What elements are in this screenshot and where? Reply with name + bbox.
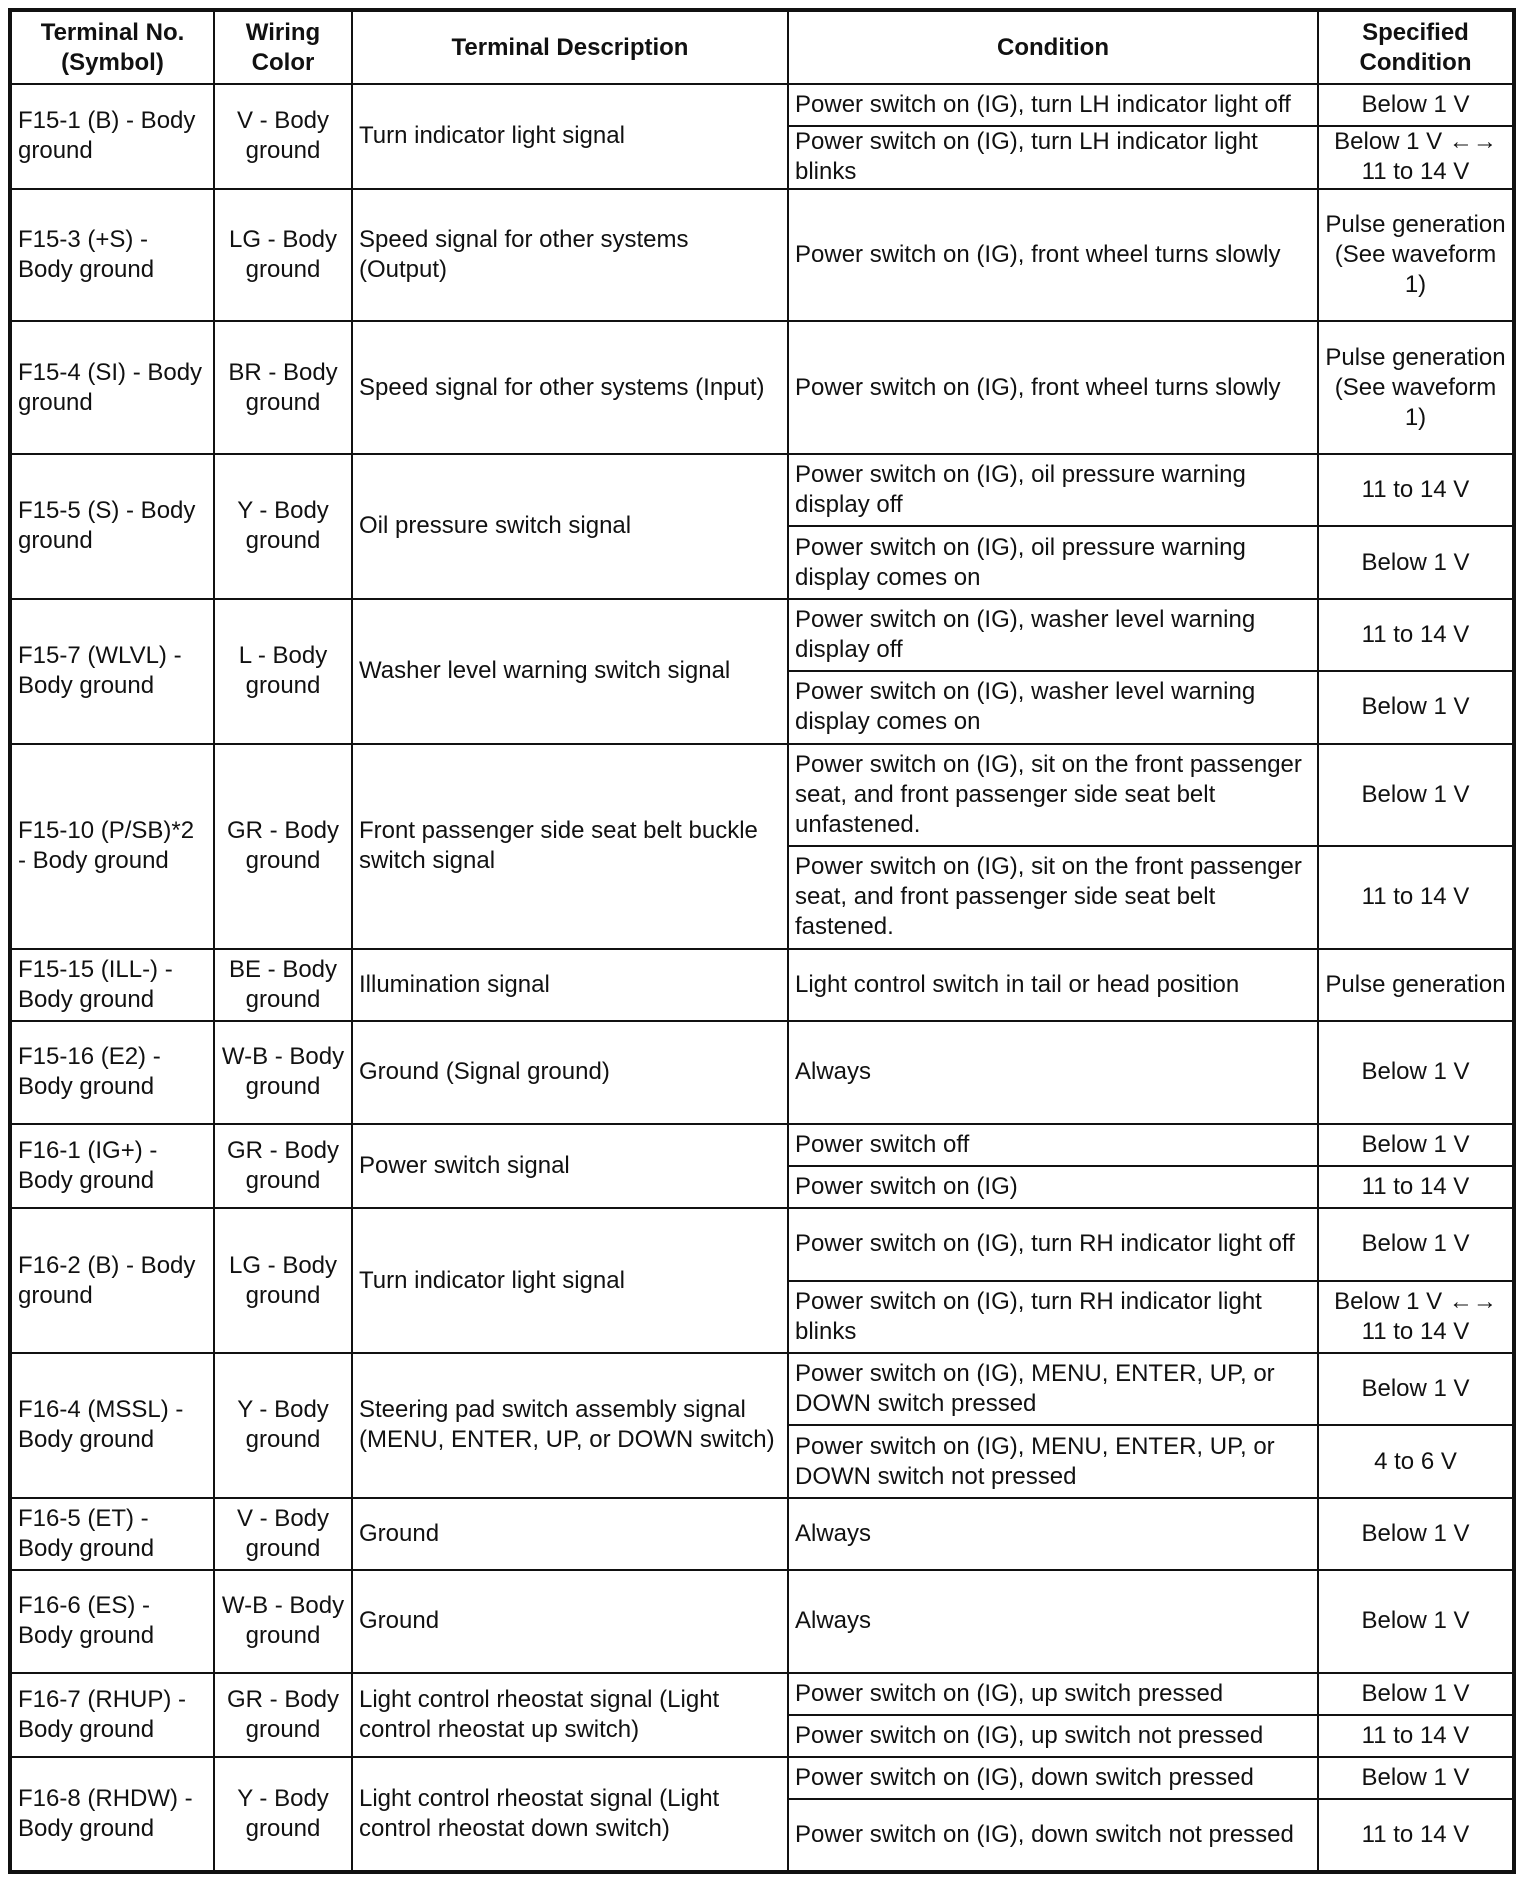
condition-cell: Power switch on (IG), MENU, ENTER, UP, or DOWN switch not pressed: [788, 1425, 1318, 1497]
condition-cell: Power switch on (IG), turn LH indicator light blinks: [788, 126, 1318, 188]
table-row: [10, 949, 1514, 1021]
wiring-cell: GR - Body ground: [214, 1124, 352, 1208]
condition-cell: Power switch on (IG), up switch not pressed: [788, 1715, 1318, 1757]
wiring-cell: W-B - Body ground: [214, 1570, 352, 1673]
wiring-cell: LG - Body ground: [214, 1208, 352, 1353]
wiring-cell: V - Body ground: [214, 84, 352, 189]
header-row: [10, 10, 1514, 84]
description-cell: Turn indicator light signal: [352, 84, 788, 189]
wiring-cell: GR - Body ground: [214, 744, 352, 949]
terminal-cell: F16-1 (IG+) - Body ground: [10, 1124, 214, 1208]
description-cell: Light control rheostat signal (Light control rheostat down switch): [352, 1757, 788, 1872]
table-row: [10, 454, 1514, 526]
table-body: [10, 84, 1514, 1872]
spec-cell: 11 to 14 V: [1318, 1715, 1514, 1757]
table-row: [10, 321, 1514, 454]
table-row: [10, 599, 1514, 671]
wiring-cell: GR - Body ground: [214, 1673, 352, 1757]
condition-cell: Power switch on (IG), turn RH indicator light off: [788, 1208, 1318, 1280]
description-cell: Ground (Signal ground): [352, 1021, 788, 1124]
condition-cell: Power switch on (IG), front wheel turns slowly: [788, 321, 1318, 454]
header-terminal: Terminal No. (Symbol): [10, 10, 214, 84]
header-specified: Specified Condition: [1318, 10, 1514, 84]
condition-cell: Always: [788, 1498, 1318, 1570]
description-cell: Oil pressure switch signal: [352, 454, 788, 599]
spec-cell: Below 1 V: [1318, 1673, 1514, 1715]
description-cell: Washer level warning switch signal: [352, 599, 788, 744]
terminal-cell: F15-15 (ILL-) - Body ground: [10, 949, 214, 1021]
terminal-cell: F15-7 (WLVL) - Body ground: [10, 599, 214, 744]
condition-cell: Power switch on (IG), sit on the front passenger seat, and front passenger side seat belt unfastened.: [788, 744, 1318, 847]
spec-cell: Below 1 V: [1318, 84, 1514, 126]
description-cell: Light control rheostat signal (Light control rheostat up switch): [352, 1673, 788, 1757]
terminal-cell: F15-4 (SI) - Body ground: [10, 321, 214, 454]
condition-cell: Power switch on (IG), up switch pressed: [788, 1673, 1318, 1715]
spec-cell: Below 1 V: [1318, 1124, 1514, 1166]
wiring-cell: L - Body ground: [214, 599, 352, 744]
terminal-cell: F16-6 (ES) - Body ground: [10, 1570, 214, 1673]
condition-cell: Power switch on (IG), front wheel turns slowly: [788, 189, 1318, 322]
condition-cell: Power switch on (IG), oil pressure warning display comes on: [788, 526, 1318, 598]
description-cell: Illumination signal: [352, 949, 788, 1021]
condition-cell: Power switch on (IG), sit on the front passenger seat, and front passenger side seat belt fastened.: [788, 846, 1318, 949]
table-row: [10, 1757, 1514, 1799]
spec-cell: Below 1 V: [1318, 1757, 1514, 1799]
table-row: [10, 1498, 1514, 1570]
spec-cell: Below 1 V: [1318, 1570, 1514, 1673]
spec-cell: 11 to 14 V: [1318, 454, 1514, 526]
condition-cell: Power switch off: [788, 1124, 1318, 1166]
table-row: [10, 189, 1514, 322]
condition-cell: Power switch on (IG), oil pressure warning display off: [788, 454, 1318, 526]
spec-cell: Below 1 V ←→ 11 to 14 V: [1318, 126, 1514, 188]
condition-cell: Power switch on (IG), down switch pressed: [788, 1757, 1318, 1799]
wiring-cell: Y - Body ground: [214, 454, 352, 599]
table-row: [10, 1124, 1514, 1166]
condition-cell: Power switch on (IG), turn RH indicator light blinks: [788, 1281, 1318, 1353]
terminal-cell: F15-5 (S) - Body ground: [10, 454, 214, 599]
spec-cell: Pulse generation (See waveform 1): [1318, 321, 1514, 454]
condition-cell: Light control switch in tail or head position: [788, 949, 1318, 1021]
table-row: [10, 1353, 1514, 1425]
description-cell: Turn indicator light signal: [352, 1208, 788, 1353]
condition-cell: Power switch on (IG), washer level warning display off: [788, 599, 1318, 671]
condition-cell: Always: [788, 1570, 1318, 1673]
spec-cell: Pulse generation (See waveform 1): [1318, 189, 1514, 322]
table-row: [10, 1208, 1514, 1280]
spec-cell: Below 1 V: [1318, 1498, 1514, 1570]
spec-cell: Pulse generation: [1318, 949, 1514, 1021]
wiring-cell: LG - Body ground: [214, 189, 352, 322]
wiring-cell: Y - Body ground: [214, 1353, 352, 1498]
description-cell: Speed signal for other systems (Output): [352, 189, 788, 322]
table-row: [10, 1570, 1514, 1673]
wiring-cell: V - Body ground: [214, 1498, 352, 1570]
spec-cell: 11 to 14 V: [1318, 1799, 1514, 1872]
terminal-cell: F16-2 (B) - Body ground: [10, 1208, 214, 1353]
terminal-cell: F16-4 (MSSL) - Body ground: [10, 1353, 214, 1498]
table-row: [10, 1021, 1514, 1124]
wiring-cell: Y - Body ground: [214, 1757, 352, 1872]
terminal-cell: F15-3 (+S) - Body ground: [10, 189, 214, 322]
spec-cell: Below 1 V: [1318, 526, 1514, 598]
condition-cell: Power switch on (IG), turn LH indicator light off: [788, 84, 1318, 126]
condition-cell: Always: [788, 1021, 1318, 1124]
spec-cell: 11 to 14 V: [1318, 599, 1514, 671]
description-cell: Power switch signal: [352, 1124, 788, 1208]
description-cell: Front passenger side seat belt buckle switch signal: [352, 744, 788, 949]
spec-cell: Below 1 V: [1318, 671, 1514, 743]
header-description: Terminal Description: [352, 10, 788, 84]
terminal-cell: F16-8 (RHDW) - Body ground: [10, 1757, 214, 1872]
terminal-table: [8, 8, 1516, 1874]
table-row: [10, 84, 1514, 126]
wiring-cell: BR - Body ground: [214, 321, 352, 454]
terminal-cell: F15-10 (P/SB)*2 - Body ground: [10, 744, 214, 949]
terminal-cell: F16-5 (ET) - Body ground: [10, 1498, 214, 1570]
terminal-cell: F15-1 (B) - Body ground: [10, 84, 214, 189]
wiring-cell: W-B - Body ground: [214, 1021, 352, 1124]
table-row: [10, 1673, 1514, 1715]
spec-cell: Below 1 V: [1318, 1208, 1514, 1280]
condition-cell: Power switch on (IG), washer level warning display comes on: [788, 671, 1318, 743]
description-cell: Ground: [352, 1498, 788, 1570]
description-cell: Speed signal for other systems (Input): [352, 321, 788, 454]
header-condition: Condition: [788, 10, 1318, 84]
description-cell: Ground: [352, 1570, 788, 1673]
header-wiring: Wiring Color: [214, 10, 352, 84]
terminal-cell: F16-7 (RHUP) - Body ground: [10, 1673, 214, 1757]
spec-cell: Below 1 V: [1318, 1353, 1514, 1425]
table-row: [10, 744, 1514, 847]
spec-cell: 4 to 6 V: [1318, 1425, 1514, 1497]
condition-cell: Power switch on (IG): [788, 1166, 1318, 1208]
terminal-cell: F15-16 (E2) - Body ground: [10, 1021, 214, 1124]
spec-cell: Below 1 V: [1318, 744, 1514, 847]
wiring-cell: BE - Body ground: [214, 949, 352, 1021]
spec-cell: Below 1 V ←→ 11 to 14 V: [1318, 1281, 1514, 1353]
spec-cell: 11 to 14 V: [1318, 1166, 1514, 1208]
condition-cell: Power switch on (IG), down switch not pressed: [788, 1799, 1318, 1872]
description-cell: Steering pad switch assembly signal (MENU, ENTER, UP, or DOWN switch): [352, 1353, 788, 1498]
spec-cell: Below 1 V: [1318, 1021, 1514, 1124]
spec-cell: 11 to 14 V: [1318, 846, 1514, 949]
condition-cell: Power switch on (IG), MENU, ENTER, UP, or DOWN switch pressed: [788, 1353, 1318, 1425]
